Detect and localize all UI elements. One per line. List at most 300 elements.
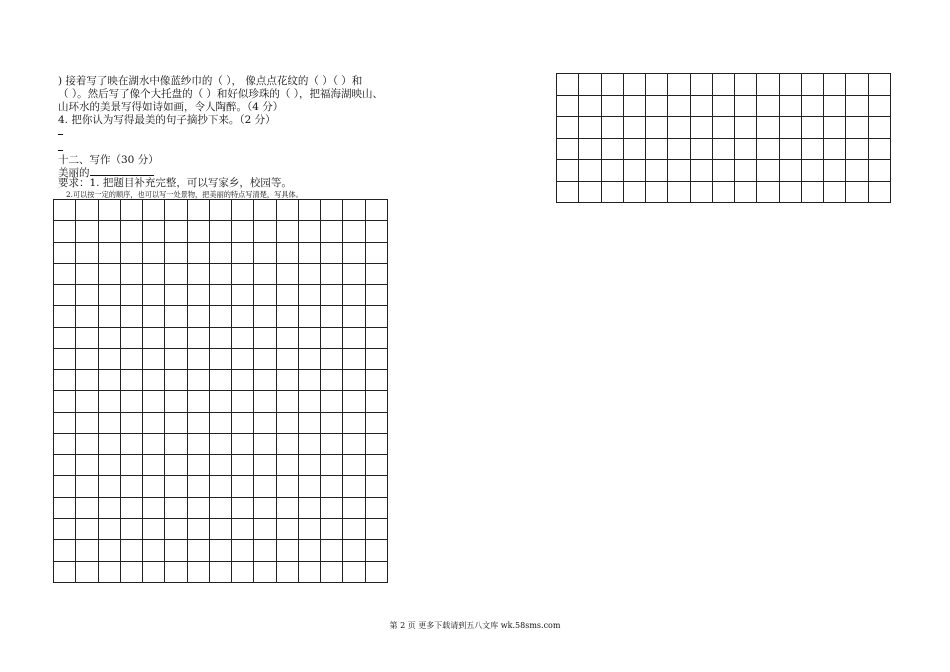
- grid-cell[interactable]: [98, 476, 120, 497]
- grid-cell[interactable]: [321, 348, 343, 369]
- grid-cell[interactable]: [187, 221, 209, 242]
- grid-cell[interactable]: [276, 306, 298, 327]
- grid-cell[interactable]: [735, 74, 757, 96]
- grid-cell[interactable]: [712, 117, 734, 139]
- grid-cell[interactable]: [143, 242, 165, 263]
- grid-cell[interactable]: [365, 518, 387, 539]
- grid-cell[interactable]: [254, 285, 276, 306]
- grid-cell[interactable]: [321, 412, 343, 433]
- grid-cell[interactable]: [365, 285, 387, 306]
- grid-cell[interactable]: [120, 391, 142, 412]
- grid-cell[interactable]: [76, 306, 98, 327]
- grid-cell[interactable]: [846, 181, 868, 203]
- grid-cell[interactable]: [165, 518, 187, 539]
- grid-cell[interactable]: [76, 561, 98, 582]
- grid-cell[interactable]: [76, 497, 98, 518]
- grid-cell[interactable]: [76, 540, 98, 561]
- grid-cell[interactable]: [321, 263, 343, 284]
- grid-cell[interactable]: [254, 391, 276, 412]
- grid-cell[interactable]: [343, 221, 365, 242]
- grid-cell[interactable]: [623, 138, 645, 160]
- grid-cell[interactable]: [54, 540, 76, 561]
- grid-cell[interactable]: [824, 181, 846, 203]
- grid-cell[interactable]: [276, 412, 298, 433]
- grid-cell[interactable]: [343, 497, 365, 518]
- grid-cell[interactable]: [690, 74, 712, 96]
- grid-cell[interactable]: [557, 74, 579, 96]
- grid-cell[interactable]: [209, 476, 231, 497]
- grid-cell[interactable]: [690, 181, 712, 203]
- grid-cell[interactable]: [165, 412, 187, 433]
- grid-cell[interactable]: [623, 95, 645, 117]
- grid-cell[interactable]: [298, 263, 320, 284]
- grid-cell[interactable]: [143, 306, 165, 327]
- grid-cell[interactable]: [54, 412, 76, 433]
- grid-cell[interactable]: [779, 95, 801, 117]
- grid-cell[interactable]: [187, 455, 209, 476]
- grid-cell[interactable]: [165, 242, 187, 263]
- grid-cell[interactable]: [120, 476, 142, 497]
- grid-cell[interactable]: [143, 285, 165, 306]
- grid-cell[interactable]: [120, 285, 142, 306]
- grid-cell[interactable]: [232, 412, 254, 433]
- grid-cell[interactable]: [120, 561, 142, 582]
- grid-cell[interactable]: [143, 200, 165, 221]
- grid-cell[interactable]: [712, 74, 734, 96]
- grid-cell[interactable]: [54, 497, 76, 518]
- grid-cell[interactable]: [254, 476, 276, 497]
- grid-cell[interactable]: [98, 540, 120, 561]
- grid-cell[interactable]: [232, 348, 254, 369]
- grid-cell[interactable]: [298, 476, 320, 497]
- grid-cell[interactable]: [779, 160, 801, 182]
- grid-cell[interactable]: [623, 160, 645, 182]
- grid-cell[interactable]: [54, 476, 76, 497]
- grid-cell[interactable]: [276, 242, 298, 263]
- grid-cell[interactable]: [801, 160, 823, 182]
- grid-cell[interactable]: [187, 476, 209, 497]
- grid-cell[interactable]: [165, 476, 187, 497]
- grid-cell[interactable]: [120, 348, 142, 369]
- grid-cell[interactable]: [98, 433, 120, 454]
- grid-cell[interactable]: [757, 160, 779, 182]
- grid-cell[interactable]: [120, 263, 142, 284]
- grid-cell[interactable]: [735, 117, 757, 139]
- grid-cell[interactable]: [76, 476, 98, 497]
- grid-cell[interactable]: [165, 433, 187, 454]
- grid-cell[interactable]: [557, 138, 579, 160]
- left-writing-grid[interactable]: [53, 199, 388, 583]
- grid-cell[interactable]: [76, 242, 98, 263]
- grid-cell[interactable]: [76, 433, 98, 454]
- grid-cell[interactable]: [76, 200, 98, 221]
- grid-cell[interactable]: [735, 160, 757, 182]
- grid-cell[interactable]: [579, 95, 601, 117]
- grid-cell[interactable]: [646, 117, 668, 139]
- grid-cell[interactable]: [298, 242, 320, 263]
- grid-cell[interactable]: [846, 160, 868, 182]
- grid-cell[interactable]: [232, 561, 254, 582]
- grid-cell[interactable]: [365, 242, 387, 263]
- grid-cell[interactable]: [343, 200, 365, 221]
- grid-cell[interactable]: [623, 74, 645, 96]
- grid-cell[interactable]: [343, 518, 365, 539]
- grid-cell[interactable]: [779, 117, 801, 139]
- grid-cell[interactable]: [232, 221, 254, 242]
- grid-cell[interactable]: [187, 306, 209, 327]
- grid-cell[interactable]: [557, 95, 579, 117]
- grid-cell[interactable]: [321, 221, 343, 242]
- grid-cell[interactable]: [254, 200, 276, 221]
- grid-cell[interactable]: [668, 160, 690, 182]
- grid-cell[interactable]: [801, 138, 823, 160]
- grid-cell[interactable]: [254, 518, 276, 539]
- grid-cell[interactable]: [165, 348, 187, 369]
- grid-cell[interactable]: [276, 561, 298, 582]
- grid-cell[interactable]: [54, 433, 76, 454]
- grid-cell[interactable]: [276, 263, 298, 284]
- grid-cell[interactable]: [298, 518, 320, 539]
- grid-cell[interactable]: [143, 455, 165, 476]
- grid-cell[interactable]: [187, 327, 209, 348]
- grid-cell[interactable]: [343, 476, 365, 497]
- grid-cell[interactable]: [365, 370, 387, 391]
- grid-cell[interactable]: [601, 160, 623, 182]
- grid-cell[interactable]: [165, 497, 187, 518]
- grid-cell[interactable]: [298, 306, 320, 327]
- grid-cell[interactable]: [668, 117, 690, 139]
- grid-cell[interactable]: [623, 181, 645, 203]
- grid-cell[interactable]: [757, 74, 779, 96]
- grid-cell[interactable]: [187, 285, 209, 306]
- grid-cell[interactable]: [690, 138, 712, 160]
- grid-cell[interactable]: [846, 117, 868, 139]
- grid-cell[interactable]: [343, 455, 365, 476]
- grid-cell[interactable]: [209, 370, 231, 391]
- grid-cell[interactable]: [120, 200, 142, 221]
- grid-cell[interactable]: [343, 391, 365, 412]
- grid-cell[interactable]: [54, 561, 76, 582]
- grid-cell[interactable]: [757, 95, 779, 117]
- grid-cell[interactable]: [165, 455, 187, 476]
- grid-cell[interactable]: [76, 370, 98, 391]
- grid-cell[interactable]: [209, 263, 231, 284]
- grid-cell[interactable]: [143, 476, 165, 497]
- grid-cell[interactable]: [143, 433, 165, 454]
- grid-cell[interactable]: [232, 242, 254, 263]
- grid-cell[interactable]: [779, 138, 801, 160]
- grid-cell[interactable]: [321, 476, 343, 497]
- grid-cell[interactable]: [143, 518, 165, 539]
- grid-cell[interactable]: [690, 160, 712, 182]
- grid-cell[interactable]: [120, 518, 142, 539]
- grid-cell[interactable]: [143, 263, 165, 284]
- grid-cell[interactable]: [254, 561, 276, 582]
- grid-cell[interactable]: [824, 74, 846, 96]
- grid-cell[interactable]: [209, 497, 231, 518]
- grid-cell[interactable]: [276, 285, 298, 306]
- grid-cell[interactable]: [209, 327, 231, 348]
- grid-cell[interactable]: [54, 263, 76, 284]
- grid-cell[interactable]: [187, 370, 209, 391]
- grid-cell[interactable]: [343, 285, 365, 306]
- grid-cell[interactable]: [735, 95, 757, 117]
- grid-cell[interactable]: [601, 95, 623, 117]
- grid-cell[interactable]: [557, 160, 579, 182]
- grid-cell[interactable]: [98, 263, 120, 284]
- grid-cell[interactable]: [343, 540, 365, 561]
- grid-cell[interactable]: [801, 181, 823, 203]
- grid-cell[interactable]: [254, 412, 276, 433]
- grid-cell[interactable]: [298, 348, 320, 369]
- grid-cell[interactable]: [668, 95, 690, 117]
- grid-cell[interactable]: [54, 455, 76, 476]
- grid-cell[interactable]: [343, 263, 365, 284]
- grid-cell[interactable]: [143, 348, 165, 369]
- grid-cell[interactable]: [298, 391, 320, 412]
- grid-cell[interactable]: [54, 327, 76, 348]
- grid-cell[interactable]: [98, 242, 120, 263]
- grid-cell[interactable]: [120, 455, 142, 476]
- grid-cell[interactable]: [254, 433, 276, 454]
- grid-cell[interactable]: [365, 391, 387, 412]
- grid-cell[interactable]: [143, 412, 165, 433]
- grid-cell[interactable]: [868, 74, 890, 96]
- grid-cell[interactable]: [757, 181, 779, 203]
- grid-cell[interactable]: [298, 200, 320, 221]
- grid-cell[interactable]: [276, 200, 298, 221]
- grid-cell[interactable]: [298, 497, 320, 518]
- grid-cell[interactable]: [254, 370, 276, 391]
- grid-cell[interactable]: [276, 348, 298, 369]
- grid-cell[interactable]: [343, 306, 365, 327]
- grid-cell[interactable]: [98, 285, 120, 306]
- grid-cell[interactable]: [187, 561, 209, 582]
- grid-cell[interactable]: [321, 306, 343, 327]
- grid-cell[interactable]: [321, 391, 343, 412]
- grid-cell[interactable]: [868, 138, 890, 160]
- grid-cell[interactable]: [668, 138, 690, 160]
- grid-cell[interactable]: [824, 160, 846, 182]
- grid-cell[interactable]: [98, 455, 120, 476]
- grid-cell[interactable]: [76, 391, 98, 412]
- grid-cell[interactable]: [276, 327, 298, 348]
- grid-cell[interactable]: [254, 263, 276, 284]
- grid-cell[interactable]: [646, 138, 668, 160]
- grid-cell[interactable]: [254, 221, 276, 242]
- grid-cell[interactable]: [187, 412, 209, 433]
- grid-cell[interactable]: [365, 540, 387, 561]
- grid-cell[interactable]: [365, 497, 387, 518]
- grid-cell[interactable]: [365, 221, 387, 242]
- grid-cell[interactable]: [165, 391, 187, 412]
- grid-cell[interactable]: [254, 327, 276, 348]
- grid-cell[interactable]: [846, 74, 868, 96]
- grid-cell[interactable]: [143, 497, 165, 518]
- grid-cell[interactable]: [868, 95, 890, 117]
- grid-cell[interactable]: [165, 540, 187, 561]
- grid-cell[interactable]: [98, 412, 120, 433]
- grid-cell[interactable]: [209, 306, 231, 327]
- grid-cell[interactable]: [579, 74, 601, 96]
- grid-cell[interactable]: [365, 263, 387, 284]
- grid-cell[interactable]: [365, 306, 387, 327]
- grid-cell[interactable]: [321, 561, 343, 582]
- grid-cell[interactable]: [276, 476, 298, 497]
- grid-cell[interactable]: [232, 391, 254, 412]
- grid-cell[interactable]: [232, 327, 254, 348]
- grid-cell[interactable]: [276, 221, 298, 242]
- grid-cell[interactable]: [712, 181, 734, 203]
- grid-cell[interactable]: [276, 433, 298, 454]
- grid-cell[interactable]: [321, 370, 343, 391]
- grid-cell[interactable]: [143, 221, 165, 242]
- grid-cell[interactable]: [254, 348, 276, 369]
- grid-cell[interactable]: [276, 497, 298, 518]
- grid-cell[interactable]: [365, 348, 387, 369]
- grid-cell[interactable]: [646, 74, 668, 96]
- grid-cell[interactable]: [120, 412, 142, 433]
- grid-cell[interactable]: [54, 221, 76, 242]
- grid-cell[interactable]: [321, 455, 343, 476]
- grid-cell[interactable]: [276, 391, 298, 412]
- grid-cell[interactable]: [187, 263, 209, 284]
- grid-cell[interactable]: [98, 306, 120, 327]
- grid-cell[interactable]: [298, 285, 320, 306]
- grid-cell[interactable]: [343, 348, 365, 369]
- grid-cell[interactable]: [120, 221, 142, 242]
- grid-cell[interactable]: [365, 455, 387, 476]
- grid-cell[interactable]: [232, 200, 254, 221]
- grid-cell[interactable]: [623, 117, 645, 139]
- grid-cell[interactable]: [868, 117, 890, 139]
- grid-cell[interactable]: [76, 327, 98, 348]
- grid-cell[interactable]: [343, 242, 365, 263]
- grid-cell[interactable]: [209, 412, 231, 433]
- grid-cell[interactable]: [232, 540, 254, 561]
- grid-cell[interactable]: [321, 518, 343, 539]
- grid-cell[interactable]: [143, 561, 165, 582]
- grid-cell[interactable]: [187, 391, 209, 412]
- grid-cell[interactable]: [209, 200, 231, 221]
- grid-cell[interactable]: [209, 518, 231, 539]
- grid-cell[interactable]: [321, 433, 343, 454]
- grid-cell[interactable]: [298, 412, 320, 433]
- grid-cell[interactable]: [779, 74, 801, 96]
- grid-cell[interactable]: [254, 242, 276, 263]
- grid-cell[interactable]: [276, 540, 298, 561]
- grid-cell[interactable]: [579, 138, 601, 160]
- grid-cell[interactable]: [120, 242, 142, 263]
- grid-cell[interactable]: [187, 540, 209, 561]
- grid-cell[interactable]: [232, 370, 254, 391]
- grid-cell[interactable]: [321, 242, 343, 263]
- grid-cell[interactable]: [365, 433, 387, 454]
- grid-cell[interactable]: [254, 455, 276, 476]
- grid-cell[interactable]: [365, 200, 387, 221]
- grid-cell[interactable]: [868, 181, 890, 203]
- grid-cell[interactable]: [298, 561, 320, 582]
- grid-cell[interactable]: [76, 412, 98, 433]
- grid-cell[interactable]: [254, 306, 276, 327]
- grid-cell[interactable]: [343, 433, 365, 454]
- grid-cell[interactable]: [143, 540, 165, 561]
- grid-cell[interactable]: [365, 412, 387, 433]
- grid-cell[interactable]: [298, 327, 320, 348]
- grid-cell[interactable]: [343, 561, 365, 582]
- grid-cell[interactable]: [601, 181, 623, 203]
- grid-cell[interactable]: [690, 117, 712, 139]
- grid-cell[interactable]: [209, 540, 231, 561]
- grid-cell[interactable]: [298, 221, 320, 242]
- grid-cell[interactable]: [54, 391, 76, 412]
- grid-cell[interactable]: [98, 497, 120, 518]
- grid-cell[interactable]: [779, 181, 801, 203]
- grid-cell[interactable]: [646, 181, 668, 203]
- grid-cell[interactable]: [690, 95, 712, 117]
- grid-cell[interactable]: [98, 348, 120, 369]
- grid-cell[interactable]: [76, 455, 98, 476]
- grid-cell[interactable]: [209, 221, 231, 242]
- grid-cell[interactable]: [321, 285, 343, 306]
- grid-cell[interactable]: [165, 285, 187, 306]
- grid-cell[interactable]: [54, 518, 76, 539]
- grid-cell[interactable]: [232, 476, 254, 497]
- grid-cell[interactable]: [276, 518, 298, 539]
- grid-cell[interactable]: [120, 497, 142, 518]
- grid-cell[interactable]: [579, 160, 601, 182]
- grid-cell[interactable]: [120, 306, 142, 327]
- grid-cell[interactable]: [54, 242, 76, 263]
- grid-cell[interactable]: [557, 117, 579, 139]
- grid-cell[interactable]: [165, 221, 187, 242]
- grid-cell[interactable]: [209, 242, 231, 263]
- grid-cell[interactable]: [801, 95, 823, 117]
- grid-cell[interactable]: [846, 138, 868, 160]
- grid-cell[interactable]: [232, 433, 254, 454]
- grid-cell[interactable]: [76, 221, 98, 242]
- grid-cell[interactable]: [165, 200, 187, 221]
- grid-cell[interactable]: [557, 181, 579, 203]
- grid-cell[interactable]: [232, 285, 254, 306]
- grid-cell[interactable]: [120, 327, 142, 348]
- grid-cell[interactable]: [343, 370, 365, 391]
- grid-cell[interactable]: [801, 74, 823, 96]
- grid-cell[interactable]: [98, 327, 120, 348]
- grid-cell[interactable]: [120, 370, 142, 391]
- grid-cell[interactable]: [187, 200, 209, 221]
- grid-cell[interactable]: [76, 348, 98, 369]
- grid-cell[interactable]: [187, 348, 209, 369]
- grid-cell[interactable]: [98, 221, 120, 242]
- grid-cell[interactable]: [846, 95, 868, 117]
- grid-cell[interactable]: [757, 117, 779, 139]
- grid-cell[interactable]: [735, 138, 757, 160]
- grid-cell[interactable]: [601, 74, 623, 96]
- grid-cell[interactable]: [343, 327, 365, 348]
- grid-cell[interactable]: [76, 518, 98, 539]
- grid-cell[interactable]: [120, 540, 142, 561]
- grid-cell[interactable]: [365, 327, 387, 348]
- grid-cell[interactable]: [54, 285, 76, 306]
- grid-cell[interactable]: [232, 306, 254, 327]
- grid-cell[interactable]: [276, 370, 298, 391]
- grid-cell[interactable]: [712, 95, 734, 117]
- grid-cell[interactable]: [187, 242, 209, 263]
- grid-cell[interactable]: [712, 138, 734, 160]
- grid-cell[interactable]: [209, 433, 231, 454]
- grid-cell[interactable]: [321, 540, 343, 561]
